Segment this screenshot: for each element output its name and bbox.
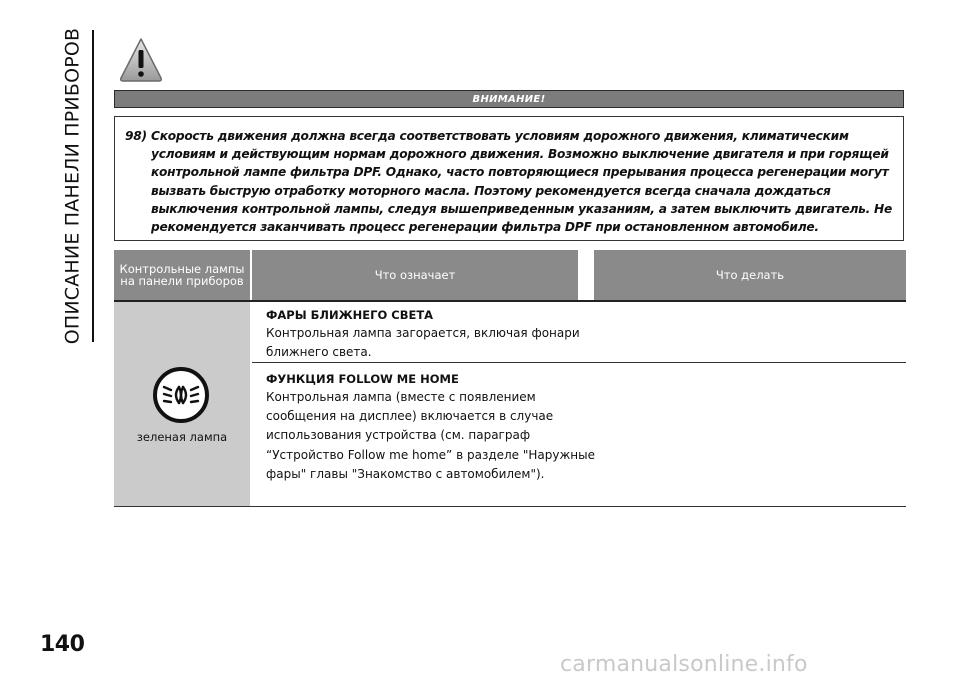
table-bottom-rule [114, 506, 906, 507]
header-lamp: Контрольные лампы на панели приборов [114, 250, 250, 300]
header-action: Что делать [594, 250, 906, 300]
sidebar-divider [92, 30, 94, 342]
section-title: ФАРЫ БЛИЖНЕГО СВЕТА [266, 308, 434, 322]
lamp-cell [114, 302, 250, 507]
warning-header: ВНИМАНИЕ! [472, 93, 546, 105]
sidebar-section-title [54, 28, 90, 344]
warning-text: Скорость движения должна всегда соответствовать условиям дорожного движения, климатическим условиям и действующим нормам дорожного движения. Возможно выключение двигателя и при горящей контрольной лампе фильтра DPF. Однако, часто повторяющиеся прерывания процесса регенерации могут вызвать быструю отработку моторного масла. Поэтому рекомендуется всегда сначала дождаться выключения контрольной лампы, следуя вышеприведенным указаниям, а затем выключить двигатель. Не рекомендуется заканчивать процесс регенерации фильтра DPF при остановленном автомобиле. [151, 129, 892, 235]
section-title: ФУНКЦИЯ FOLLOW ME HOME [266, 372, 459, 386]
table-header [114, 250, 906, 300]
watermark: carmanualsonline.info [560, 652, 808, 677]
warning-lamp-table [114, 250, 906, 481]
section-text: Контрольная лампа загорается, включая фонари ближнего света. [266, 326, 580, 360]
warning-paragraph [125, 127, 893, 236]
warning-box [114, 116, 904, 241]
lamp-color-label: зеленая лампа [136, 430, 228, 444]
section-low-beam [266, 306, 596, 362]
row-divider [252, 362, 906, 363]
section-title-text: ОПИСАНИЕ ПАНЕЛИ ПРИБОРОВ [61, 27, 84, 345]
section-text: Контрольная лампа (вместе с появлением сообщения на дисплее) включается в случае использования устройства (см. параграф “Устройство Follow me home” в разделе "Наружные фары" главы "Знакомство с автомобилем"). [266, 390, 595, 481]
warning-triangle-icon [118, 36, 164, 84]
page-number: 140 [40, 632, 85, 657]
low-beam-headlight-icon [152, 366, 210, 424]
warning-number: 98) [125, 129, 147, 143]
section-follow-me-home [266, 370, 596, 484]
header-meaning: Что означает [252, 250, 578, 300]
warning-header-bar [114, 90, 904, 108]
